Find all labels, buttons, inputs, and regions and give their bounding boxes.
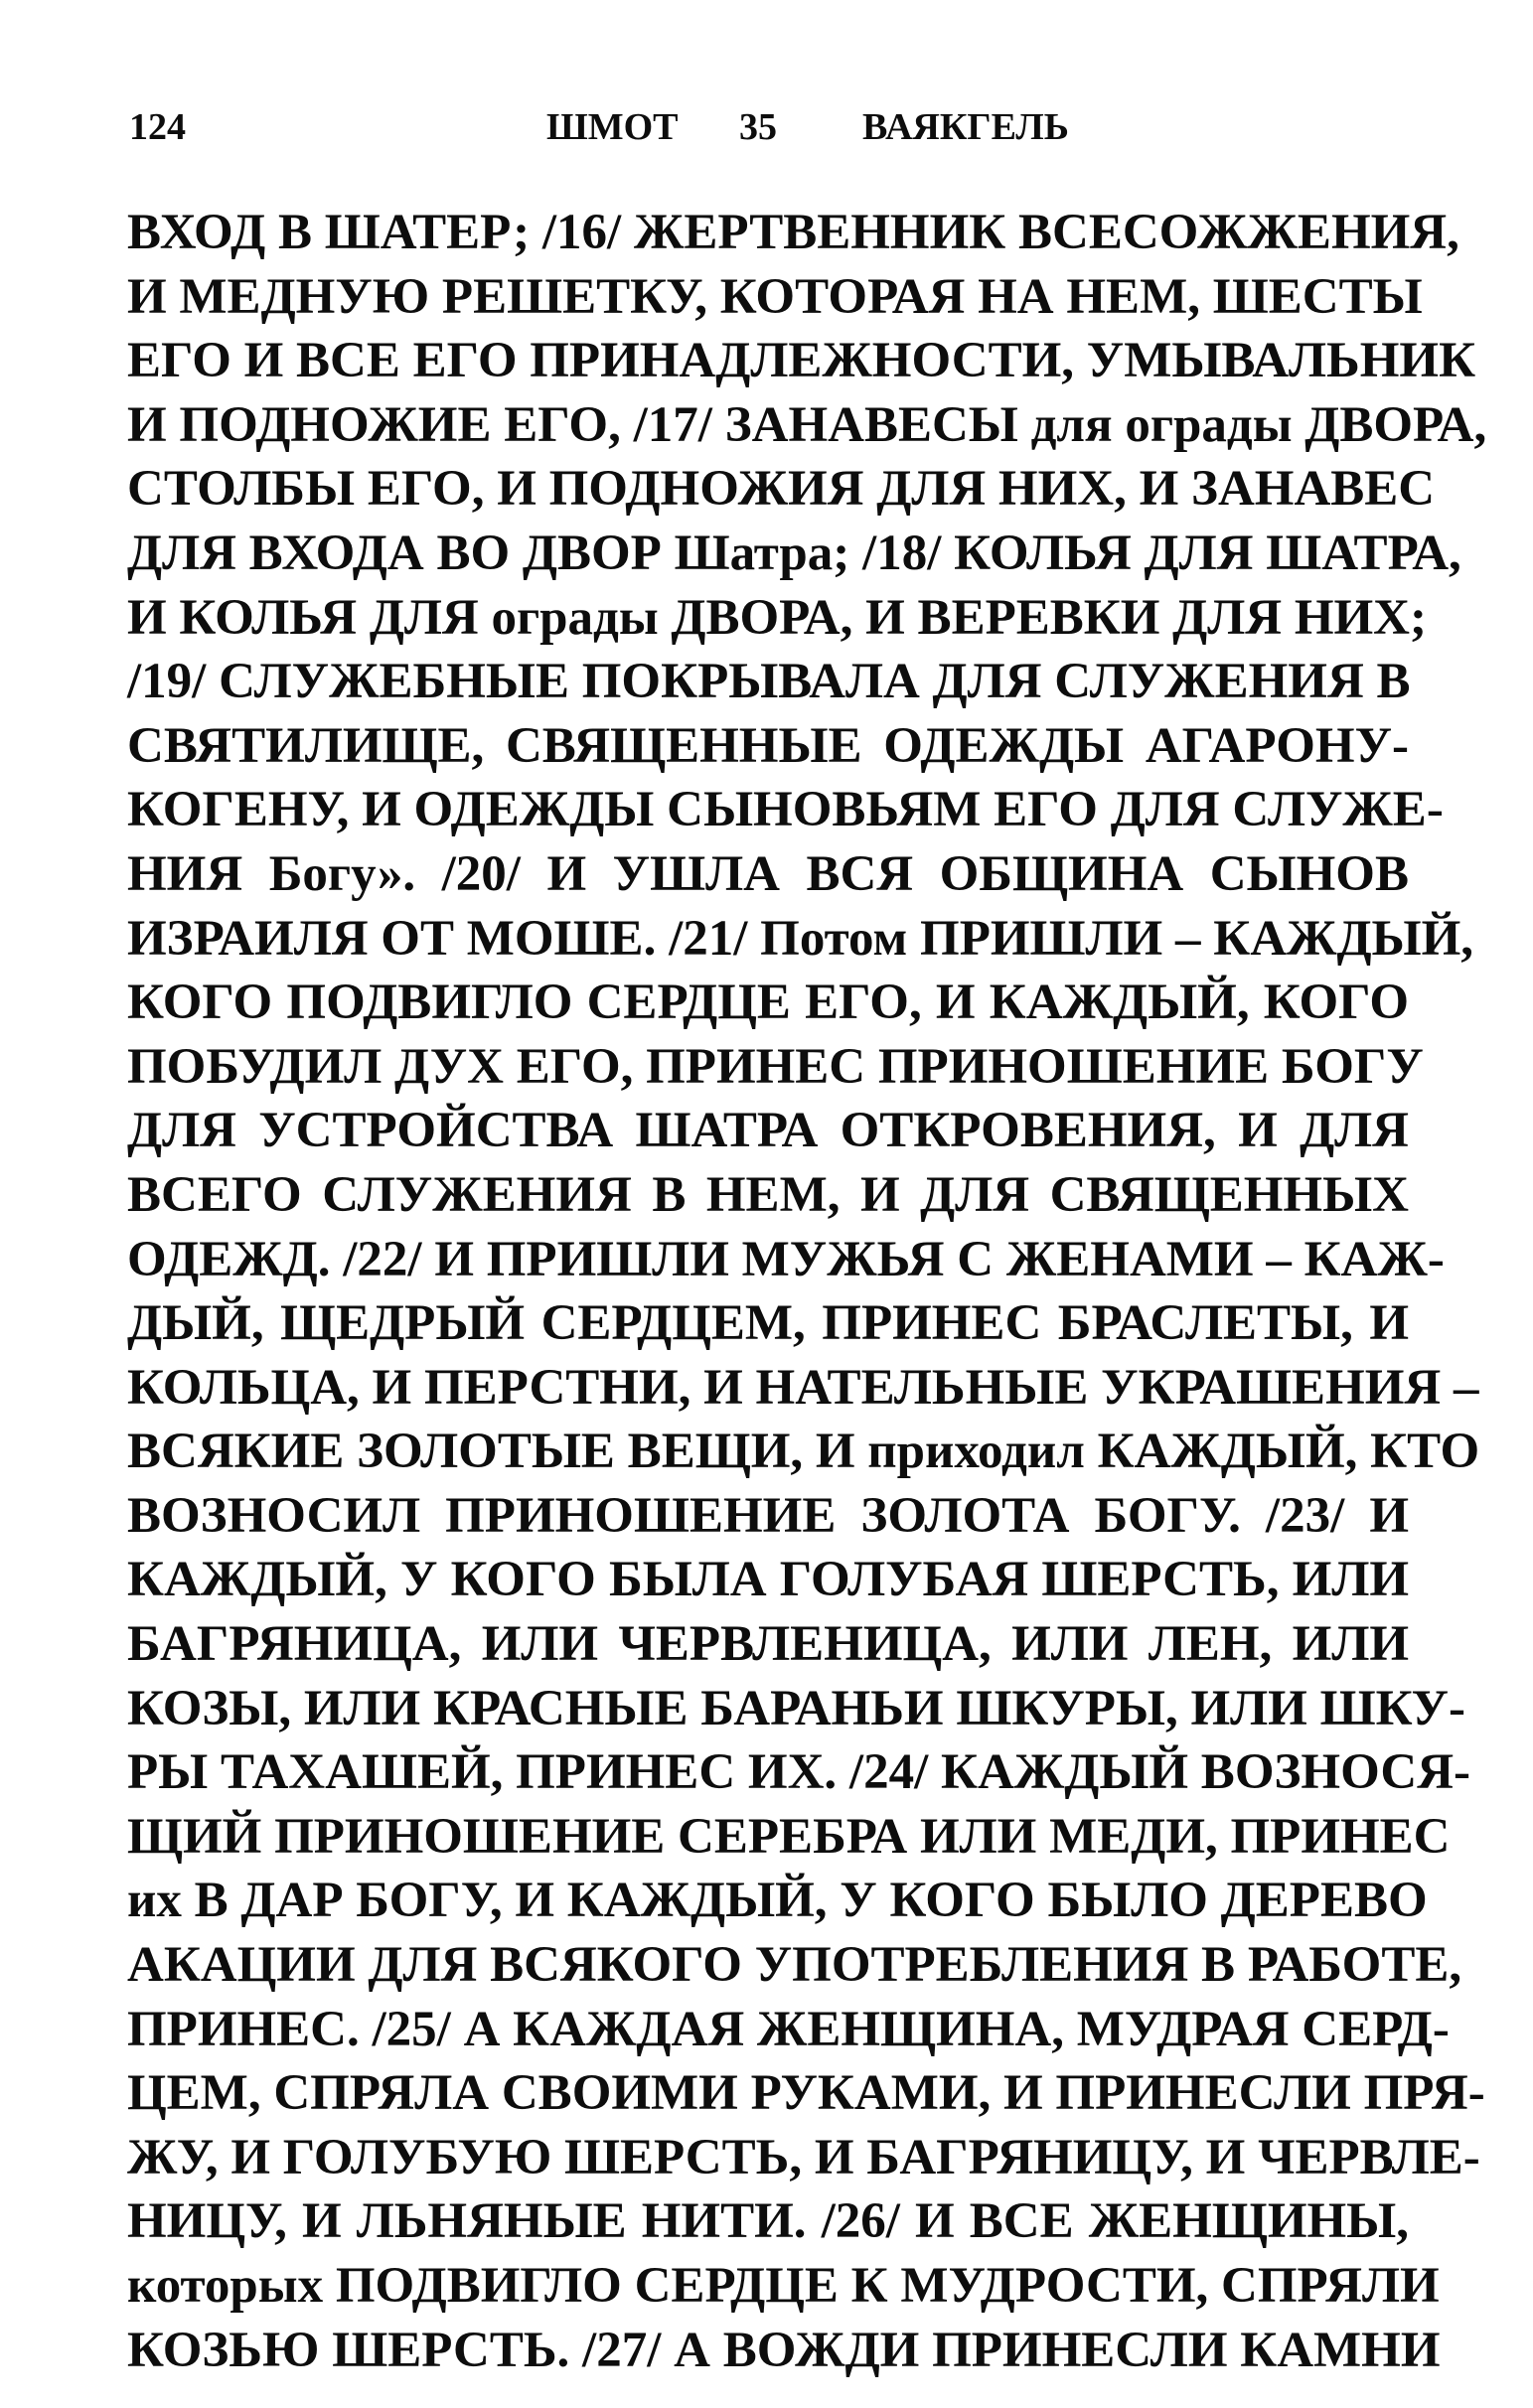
text-line: ДЛЯ ВХОДА ВО ДВОР Шатра; /18/ КОЛЬЯ ДЛЯ ШАТРА,: [127, 525, 1461, 581]
text-line: СВЯТИЛИЩЕ, СВЯЩЕННЫЕ ОДЕЖДЫ АГАРОНУ-: [127, 717, 1409, 774]
page-number: 124: [129, 106, 186, 148]
book-title: ШМОТ: [546, 106, 679, 148]
text-line: ПРИНЕС. /25/ А КАЖДАЯ ЖЕНЩИНА, МУДРАЯ СЕРД-: [127, 2001, 1450, 2057]
text-line: которых ПОДВИГЛО СЕРДЦЕ К МУДРОСТИ, СПРЯЛИ: [127, 2258, 1440, 2314]
text-line: БАГРЯНИЦА, ИЛИ ЧЕРВЛЕНИЦА, ИЛИ ЛЕН, ИЛИ: [127, 1616, 1409, 1673]
text-line: их В ДАР БОГУ, И КАЖДЫЙ, У КОГО БЫЛО ДЕРЕВО: [127, 1873, 1428, 1929]
body-text: [127, 201, 1487, 2382]
text-line: КОГЕНУ, И ОДЕЖДЫ СЫНОВЬЯМ ЕГО ДЛЯ СЛУЖЕ-: [127, 782, 1444, 838]
text-line: ЦЕМ, СПРЯЛА СВОИМИ РУКАМИ, И ПРИНЕСЛИ ПРЯ-: [127, 2065, 1485, 2122]
text-line: ВСЯКИЕ ЗОЛОТЫЕ ВЕЩИ, И приходил КАЖДЫЙ, КТО: [127, 1424, 1480, 1480]
chapter-number: 35: [739, 106, 777, 148]
text-line: СТОЛБЫ ЕГО, И ПОДНОЖИЯ ДЛЯ НИХ, И ЗАНАВЕС: [127, 461, 1436, 518]
text-line: КОЛЬЦА, И ПЕРСТНИ, И НАТЕЛЬНЫЕ УКРАШЕНИЯ –: [127, 1359, 1479, 1416]
text-line: КАЖДЫЙ, У КОГО БЫЛА ГОЛУБАЯ ШЕРСТЬ, ИЛИ: [127, 1552, 1409, 1608]
text-line: ЖУ, И ГОЛУБУЮ ШЕРСТЬ, И БАГРЯНИЦУ, И ЧЕРВЛЕ-: [127, 2129, 1480, 2185]
text-line: ВСЕГО СЛУЖЕНИЯ В НЕМ, И ДЛЯ СВЯЩЕННЫХ: [127, 1166, 1409, 1223]
text-line: И МЕДНУЮ РЕШЕТКУ, КОТОРАЯ НА НЕМ, ШЕСТЫ: [127, 268, 1423, 325]
text-line: НИЯ Богу». /20/ И УШЛА ВСЯ ОБЩИНА СЫНОВ: [127, 845, 1409, 902]
text-line: РЫ ТАХАШЕЙ, ПРИНЕС ИХ. /24/ КАЖДЫЙ ВОЗНОСЯ-: [127, 1744, 1471, 1801]
text-line: ДЛЯ УСТРОЙСТВА ШАТРА ОТКРОВЕНИЯ, И ДЛЯ: [127, 1103, 1409, 1159]
text-line: /19/ СЛУЖЕБНЫЕ ПОКРЫВАЛА ДЛЯ СЛУЖЕНИЯ В: [127, 654, 1411, 710]
running-header: [129, 97, 1083, 157]
text-line: ЩИЙ ПРИНОШЕНИЕ СЕРЕБРА ИЛИ МЕДИ, ПРИНЕС: [127, 1808, 1451, 1865]
text-line: ОДЕЖД. /22/ И ПРИШЛИ МУЖЬЯ С ЖЕНАМИ – КАЖ-: [127, 1231, 1445, 1287]
text-line: ДЫЙ, ЩЕДРЫЙ СЕРДЦЕМ, ПРИНЕС БРАСЛЕТЫ, И: [127, 1295, 1409, 1352]
text-line: ИЗРАИЛЯ ОТ МОШЕ. /21/ Потом ПРИШЛИ – КАЖДЫЙ,: [127, 910, 1474, 967]
text-line: ЕГО И ВСЕ ЕГО ПРИНАДЛЕЖНОСТИ, УМЫВАЛЬНИК: [127, 333, 1476, 389]
text-line: И ПОДНОЖИЕ ЕГО, /17/ ЗАНАВЕСЫ для ограды ДВОРА,: [127, 396, 1487, 453]
text-line: КОЗЫ, ИЛИ КРАСНЫЕ БАРАНЬИ ШКУРЫ, ИЛИ ШКУ-: [127, 1680, 1465, 1736]
text-line: И КОЛЬЯ ДЛЯ ограды ДВОРА, И ВЕРЕВКИ ДЛЯ НИХ;: [127, 589, 1427, 646]
text-line: НИЦУ, И ЛЬНЯНЫЕ НИТИ. /26/ И ВСЕ ЖЕНЩИНЫ,: [127, 2193, 1409, 2250]
text-line: ВХОД В ШАТЕР; /16/ ЖЕРТВЕННИК ВСЕСОЖЖЕНИЯ,: [127, 205, 1459, 260]
portion-title: ВАЯКГЕЛЬ: [862, 106, 1069, 148]
text-line: КОГО ПОДВИГЛО СЕРДЦЕ ЕГО, И КАЖДЫЙ, КОГО: [127, 975, 1409, 1031]
text-line: КОЗЬЮ ШЕРСТЬ. /27/ А ВОЖДИ ПРИНЕСЛИ КАМНИ: [127, 2322, 1441, 2378]
text-line: ПОБУДИЛ ДУХ ЕГО, ПРИНЕС ПРИНОШЕНИЕ БОГУ: [127, 1038, 1424, 1095]
text-line: ВОЗНОСИЛ ПРИНОШЕНИЕ ЗОЛОТА БОГУ. /23/ И: [127, 1487, 1409, 1544]
text-line: АКАЦИИ ДЛЯ ВСЯКОГО УПОТРЕБЛЕНИЯ В РАБОТЕ,: [127, 1937, 1462, 1994]
